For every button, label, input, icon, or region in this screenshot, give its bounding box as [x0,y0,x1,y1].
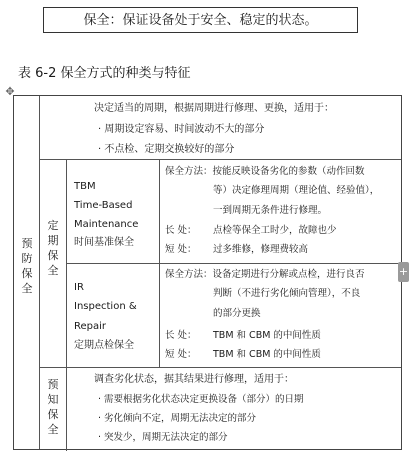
ir-pro: TBM 和 CBM 的中间性质 [213,330,321,341]
move-handle-icon[interactable]: ✥ [5,85,15,98]
tbm-name: Time-Based [74,200,133,211]
intro-bullet: · 周期设定容易、时间波动不大的部分 [98,124,265,135]
tbm-con: 过多维修，修理费较高 [213,244,309,255]
side-expand-handle[interactable]: + [398,262,409,282]
table-title: 表 6-2 保全方式的种类与特征 [18,66,191,81]
row-divider [39,159,401,160]
predictive-text: 调查劣化状态，据其结果进行修理，适用于： [94,374,294,385]
ir-method: 判断（不进行劣化倾向管理），不良 [213,288,361,299]
periodic-maintenance-label: 定期保全 [47,219,59,277]
col-divider [66,159,67,451]
preventive-maintenance-label: 预防保全 [21,237,33,295]
tbm-method: 一到周期无条件进行修理。 [213,205,328,216]
intro-bullet: · 不点检、定期交换较好的部分 [98,144,235,155]
ir-con-label: 短 处： [165,349,197,360]
ir-name: Inspection & [74,301,137,312]
ir-name: 定期点检保全 [74,340,134,351]
tbm-pro: 点检等保全工时少，故障也少 [213,225,337,236]
ir-con: TBM 和 CBM 的中间性质 [213,349,321,360]
row-divider [66,263,401,264]
predictive-bullet: · 需要根据劣化状态决定更换设备（部分）的日期 [98,394,304,405]
ir-name: IR [74,282,84,293]
tbm-method: 等）决定修理周期（理论值、经验值）， [213,185,380,196]
maintenance-table [13,95,402,450]
definition-box: 保全：保证设备处于安全、稳定的状态。 [43,7,358,33]
tbm-name: 时间基准保全 [74,237,134,248]
row-divider [39,367,401,368]
tbm-name: TBM [74,181,96,192]
tbm-pro-label: 长 处： [165,225,197,236]
ir-method: 保全方法：设备定期进行分解或点检，进行良否 [165,269,365,280]
tbm-method: 保全方法：按能反映设备劣化的参数（动作回数 [165,166,365,177]
col-divider [39,96,40,377]
ir-method: 的部分更换 [213,308,261,319]
predictive-maintenance-label: 预知保全 [47,378,59,436]
tbm-name: Maintenance [74,219,139,230]
intro-text: 决定适当的周期，根据周期进行修理、更换，适用于： [94,103,334,114]
ir-pro-label: 长 处： [165,330,197,341]
predictive-bullet: · 突发少，周期无法决定的部分 [98,432,228,443]
predictive-bullet: · 劣化倾向不定，周期无法决定的部分 [98,413,257,424]
tbm-con-label: 短 处： [165,244,197,255]
ir-name: Repair [74,321,107,332]
col-divider [39,367,40,449]
